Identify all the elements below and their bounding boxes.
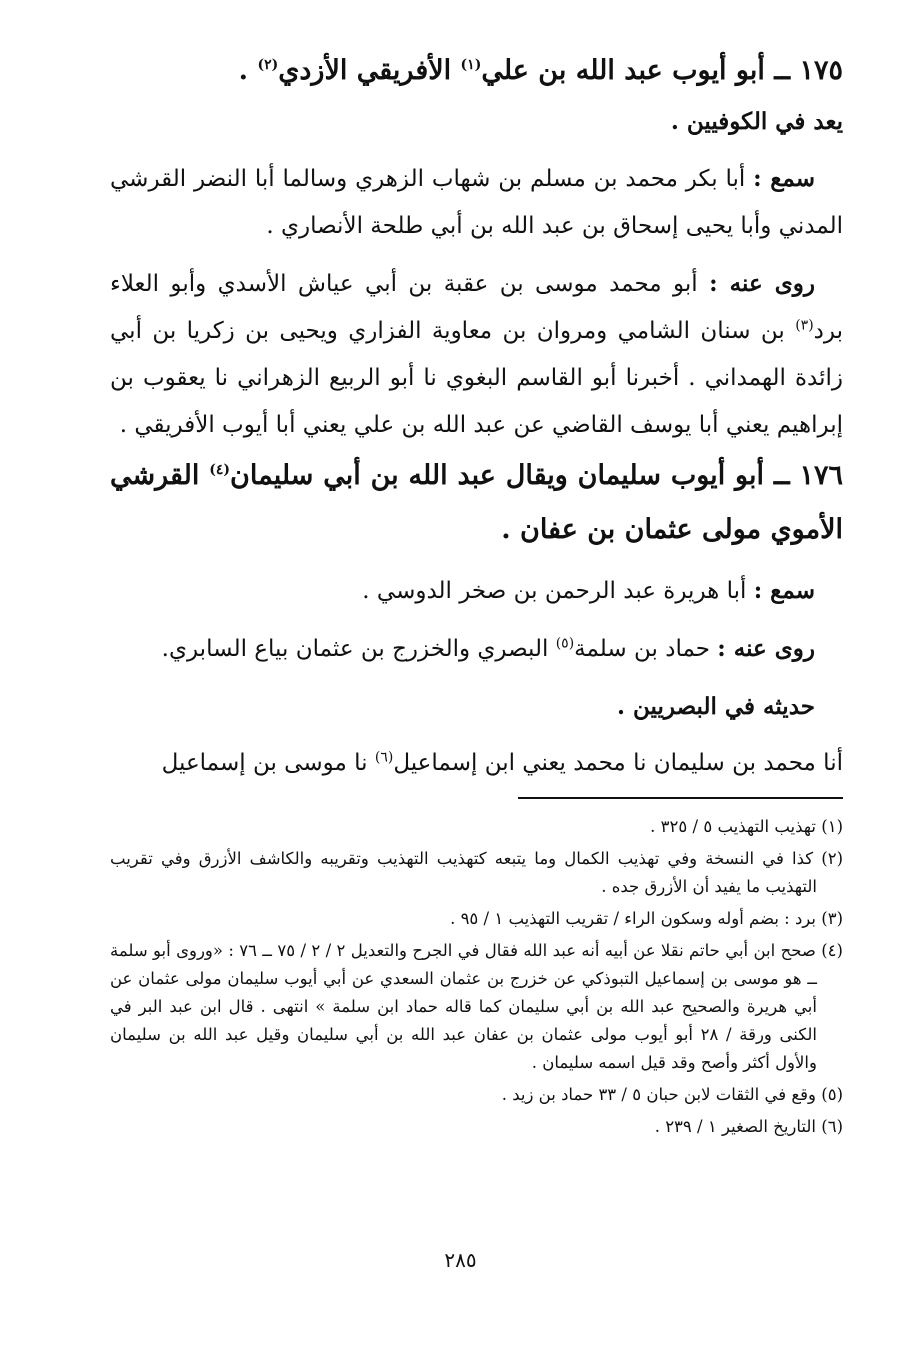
footnote-ref-5[interactable]: (٥) [555, 635, 575, 652]
entry-175-title-part-c: . [238, 55, 258, 86]
heard-label: سمع : [753, 577, 815, 604]
entry-175-location: يعد في الكوفيين . [670, 108, 843, 135]
footnote-ref-3[interactable]: (٣) [795, 317, 814, 334]
narrated-label: روى عنه : [717, 635, 815, 662]
footnote-ref-6[interactable]: (٦) [374, 749, 394, 766]
entry-175-heard-from [110, 155, 843, 250]
footnote-4: (٤) صحح ابن أبي حاتم نقلا عن أبيه أنه عبد الله فقال في الجرح والتعديل ٢ / ٢ / ٧٥ ــ ٧٦ : «وروى أبو سلمة ــ هو موسى بن إسماعيل التبوذكي عن خزرج بن عثمان السعدي عن أبي أيوب سليمان مولى عثمان عن أبي هريرة والصحيح عبد الله بن أبي سليمان كما قاله حماد ابن سلمة » انتهى . قال ابن عبد البر في الكنى ورقة / ٢٨ أبو أيوب مولى عثمان بن عفان عبد الله بن أبي سليمان وقيل عبد الله بن سليمان والأول أكثر وأصح وقد قيل اسمه سليمان . [110, 941, 843, 1072]
entry-176-chain [110, 740, 843, 787]
entry-175-title-part-a: ١٧٥ ــ أبو أيوب عبد الله بن علي [481, 55, 843, 86]
footnote-ref-2[interactable]: (٢) [257, 57, 279, 73]
footnote-6: (٦) التاريخ الصغير ١ / ٢٣٩ . [654, 1117, 843, 1136]
footnote-ref-1[interactable]: (١) [460, 57, 482, 73]
narrated-text-b: بن سنان الشامي ومروان بن معاوية الفزاري ويحيى بن زكريا بن أبي زائدة الهمداني . أخبرنا أبو القاسم البغوي نا أبو الربيع الزهراني نا يعقوب بن إبراهيم يعني أبا يوسف القاضي عن عبد الله بن علي يعني أبا أيوب الأفريقي . [110, 318, 843, 438]
narrated-text-a: أبو محمد موسى بن عقبة بن أبي عياش الأسدي وأبو العلاء برد [110, 271, 843, 344]
chain-text-b: نا موسى بن إسماعيل [161, 750, 375, 776]
heard-text: أبا هريرة عبد الرحمن بن صخر الدوسي . [362, 578, 754, 604]
entry-175-narrators [110, 260, 843, 449]
entry-176-title-part-b: القرشي الأموي مولى عثمان بن عفان . [110, 460, 843, 545]
entry-176-narrators [110, 625, 843, 673]
heard-label: سمع : [753, 165, 815, 192]
narrated-text-a: حماد بن سلمة [574, 636, 718, 662]
entry-175-title-part-b: الأفريقي الأزدي [278, 55, 461, 86]
footnote-2: (٢) كذا في النسخة وفي تهذيب الكمال وما يتبعه كتهذيب التهذيب وتقريبه والكاشف الأزرق وفي تقريب التهذيب ما يفيد أن الأزرق جده . [110, 849, 843, 896]
footnote-1: (١) تهذيب التهذيب ٥ / ٣٢٥ . [650, 817, 843, 836]
narrated-label: روى عنه : [709, 270, 815, 297]
narrated-text-b: البصري والخزرج بن عثمان بياع السابري. [161, 636, 556, 662]
page-number: ٢٨٥ [444, 1248, 477, 1272]
footnotes [110, 813, 843, 1141]
footnote-5: (٥) وقع في الثقات لابن حبان ٥ / ٣٣ حماد بن زيد . [501, 1085, 843, 1104]
footnote-ref-4[interactable]: (٤) [209, 462, 231, 478]
footnote-divider [518, 797, 843, 799]
entry-176-heard-from [110, 567, 843, 615]
entry-176-hadith-location: حديثه في البصريين . [617, 693, 815, 720]
entry-175-title [110, 44, 843, 98]
heard-text: أبا بكر محمد بن مسلم بن شهاب الزهري وسالما أبا النضر القرشي المدني وأبا يحيى إسحاق بن عبد الله بن أبي طلحة الأنصاري . [110, 166, 843, 239]
chain-text-a: أنا محمد بن سليمان نا محمد يعني ابن إسماعيل [393, 750, 843, 776]
entry-176-title-part-a: ١٧٦ ــ أبو أيوب سليمان ويقال عبد الله بن أبي سليمان [230, 460, 843, 491]
footnote-3: (٣) برد : بضم أوله وسكون الراء / تقريب التهذيب ١ / ٩٥ . [450, 909, 843, 928]
page-body [110, 44, 843, 1145]
entry-176-title [110, 449, 843, 557]
